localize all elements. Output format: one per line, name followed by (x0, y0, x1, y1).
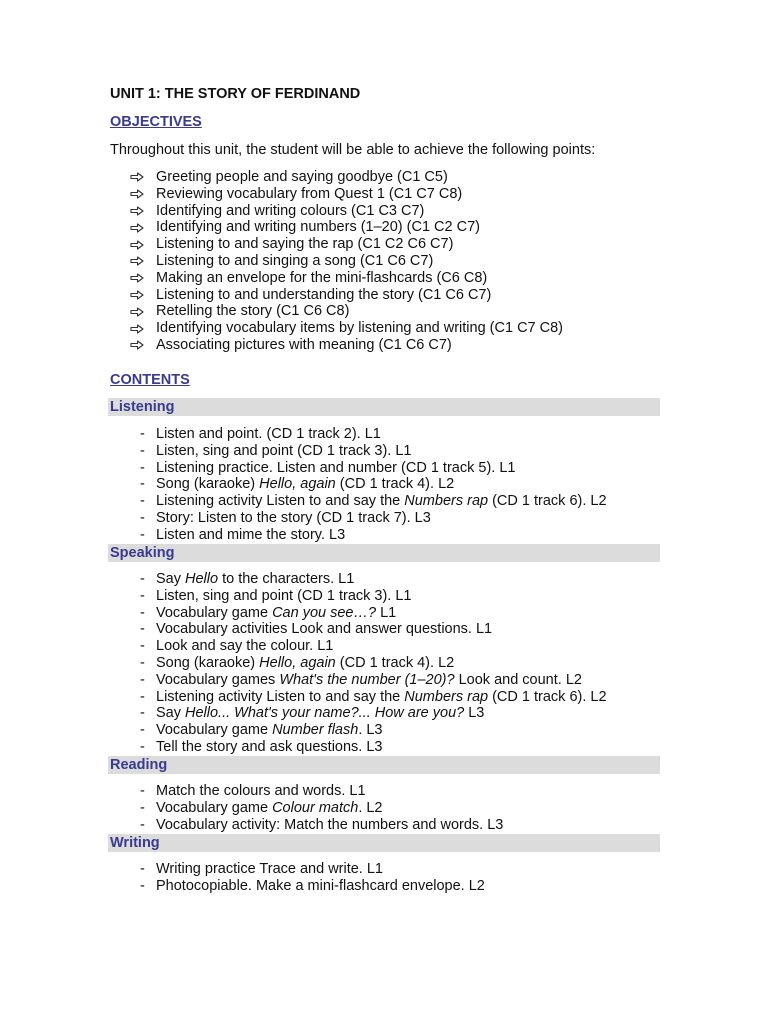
italic-title: Can you see…? (272, 604, 377, 621)
content-item (140, 527, 607, 544)
item-text: Story: Listen to the story (CD 1 track 7). L3 (156, 509, 431, 526)
item-text: Vocabulary activities Look and answer questions. L1 (156, 621, 493, 638)
item-text: (CD 1 track 6). L2 (488, 688, 607, 705)
dash-marker: - (140, 476, 145, 493)
right-arrow-icon (130, 273, 156, 283)
item-text: Look and count. L2 (454, 671, 582, 688)
objective-text: Identifying and writing numbers (1–20) (C1 C2 C7) (156, 219, 480, 236)
item-text: (CD 1 track 4). L2 (335, 654, 455, 671)
content-item (140, 689, 607, 706)
content-item (140, 783, 503, 800)
dash-marker: - (140, 604, 145, 621)
item-text: (CD 1 track 6). L2 (488, 493, 607, 510)
dash-marker: - (140, 442, 145, 459)
italic-title: Colour match (272, 799, 359, 816)
content-item (140, 605, 607, 622)
dash-marker: - (140, 816, 145, 833)
item-text: Vocabulary game (156, 722, 273, 739)
objective-item (130, 337, 563, 354)
section-band-writing (108, 834, 660, 852)
objective-item (130, 219, 563, 236)
italic-title: What's the number (1–20)? (279, 671, 455, 688)
objectives-list (130, 169, 563, 354)
content-item (140, 672, 607, 689)
right-arrow-icon (130, 324, 156, 334)
objective-text: Associating pictures with meaning (C1 C6 C7) (156, 336, 452, 353)
objective-item (130, 303, 563, 320)
intro-text: Throughout this unit, the student will be able to achieve the following points: (110, 142, 596, 158)
right-arrow-icon (130, 223, 156, 233)
dash-marker: - (140, 877, 145, 894)
item-text: (CD 1 track 4). L2 (335, 476, 455, 493)
dash-marker: - (140, 799, 145, 816)
objective-text: Greeting people and saying goodbye (C1 C5) (156, 169, 448, 185)
section-list-speaking (140, 571, 607, 756)
item-text: Listening practice. Listen and number (CD 1 track 5). L1 (156, 459, 516, 476)
dash-marker: - (140, 861, 145, 877)
dash-marker: - (140, 654, 145, 671)
objective-item (130, 169, 563, 186)
section-band-speaking (108, 544, 660, 562)
content-item (140, 638, 607, 655)
section-title: Speaking (110, 545, 175, 561)
objective-text: Listening to and understanding the story (C1 C6 C7) (156, 286, 492, 303)
objective-item (130, 203, 563, 220)
content-item (140, 817, 503, 834)
dash-marker: - (140, 688, 145, 705)
item-text: Vocabulary game (156, 799, 273, 816)
content-item (140, 443, 607, 460)
contents-heading: CONTENTS (110, 372, 190, 388)
dash-marker: - (140, 426, 145, 442)
dash-marker: - (140, 621, 145, 638)
section-list-listening (140, 426, 607, 544)
italic-title: Hello (185, 571, 219, 587)
dash-marker: - (140, 671, 145, 688)
item-text: Vocabulary game (156, 604, 273, 621)
item-text: Listen and mime the story. L3 (156, 526, 346, 543)
dash-marker: - (140, 587, 145, 604)
italic-title: Hello, again (259, 476, 336, 493)
section-title: Writing (110, 835, 160, 851)
item-text: Listening activity Listen to and say the (156, 493, 405, 510)
objective-text: Reviewing vocabulary from Quest 1 (C1 C7 C8) (156, 185, 463, 202)
dash-marker: - (140, 738, 145, 755)
item-text: . L3 (358, 722, 383, 739)
content-item (140, 621, 607, 638)
objective-item (130, 287, 563, 304)
item-text: Listen, sing and point (CD 1 track 3). L1 (156, 442, 412, 459)
content-item (140, 705, 607, 722)
dash-marker: - (140, 526, 145, 543)
dash-marker: - (140, 722, 145, 739)
objectives-heading: OBJECTIVES (110, 114, 202, 130)
item-text: . L2 (358, 799, 383, 816)
item-text: Song (karaoke) (156, 476, 260, 493)
objective-text: Listening to and saying the rap (C1 C2 C6 C7) (156, 236, 454, 253)
right-arrow-icon (130, 240, 156, 250)
item-text: Vocabulary activity: Match the numbers and words. L3 (156, 816, 504, 833)
objective-item (130, 270, 563, 287)
item-text: Tell the story and ask questions. L3 (156, 738, 383, 755)
item-text: Vocabulary games (156, 671, 280, 688)
right-arrow-icon (130, 307, 156, 317)
right-arrow-icon (130, 172, 156, 182)
section-band-listening (108, 398, 660, 416)
item-text: Song (karaoke) (156, 654, 260, 671)
right-arrow-icon (130, 256, 156, 266)
item-text: L1 (376, 604, 397, 621)
dash-marker: - (140, 493, 145, 510)
italic-title: Numbers rap (404, 493, 489, 510)
objective-text: Identifying vocabulary items by listening and writing (C1 C7 C8) (156, 320, 563, 337)
item-text: Writing practice Trace and write. L1 (156, 861, 383, 877)
section-list-reading (140, 783, 503, 833)
item-text: L3 (464, 705, 485, 722)
right-arrow-icon (130, 206, 156, 216)
objective-text: Identifying and writing colours (C1 C3 C7) (156, 202, 425, 219)
content-item (140, 571, 607, 588)
dash-marker: - (140, 638, 145, 655)
section-title: Reading (110, 757, 168, 773)
item-text: Listen and point. (CD 1 track 2). L1 (156, 426, 381, 442)
right-arrow-icon (130, 290, 156, 300)
content-item (140, 722, 607, 739)
content-item (140, 739, 607, 756)
objective-item (130, 236, 563, 253)
objective-text: Retelling the story (C1 C6 C8) (156, 303, 350, 320)
item-text: Match the colours and words. L1 (156, 783, 366, 799)
item-text: Photocopiable. Make a mini-flashcard envelope. L2 (156, 877, 485, 894)
item-text: Listen, sing and point (CD 1 track 3). L1 (156, 587, 412, 604)
content-item (140, 476, 607, 493)
content-item (140, 588, 607, 605)
italic-title: Number flash (272, 722, 359, 739)
objective-item (130, 320, 563, 337)
content-item (140, 861, 485, 878)
content-item (140, 460, 607, 477)
italic-title: Numbers rap (404, 688, 489, 705)
item-text: Say (156, 571, 186, 587)
content-item (140, 655, 607, 672)
objective-text: Listening to and singing a song (C1 C6 C7) (156, 252, 434, 269)
content-item (140, 510, 607, 527)
content-item (140, 878, 485, 895)
objective-item (130, 253, 563, 270)
dash-marker: - (140, 571, 145, 587)
dash-marker: - (140, 705, 145, 722)
section-band-reading (108, 756, 660, 774)
item-text: Look and say the colour. L1 (156, 638, 334, 655)
objective-item (130, 186, 563, 203)
item-text: Listening activity Listen to and say the (156, 688, 405, 705)
right-arrow-icon (130, 340, 156, 350)
content-item (140, 426, 607, 443)
section-title: Listening (110, 399, 175, 415)
section-list-writing (140, 861, 485, 895)
italic-title: Hello... What's your name?... How are you? (185, 705, 465, 722)
content-item (140, 493, 607, 510)
italic-title: Hello, again (259, 654, 336, 671)
right-arrow-icon (130, 189, 156, 199)
item-text: Say (156, 705, 186, 722)
dash-marker: - (140, 459, 145, 476)
content-item (140, 800, 503, 817)
item-text: to the characters. L1 (218, 571, 355, 587)
unit-title: UNIT 1: THE STORY OF FERDINAND (110, 86, 361, 102)
objective-text: Making an envelope for the mini-flashcards (C6 C8) (156, 269, 488, 286)
dash-marker: - (140, 509, 145, 526)
dash-marker: - (140, 783, 145, 799)
